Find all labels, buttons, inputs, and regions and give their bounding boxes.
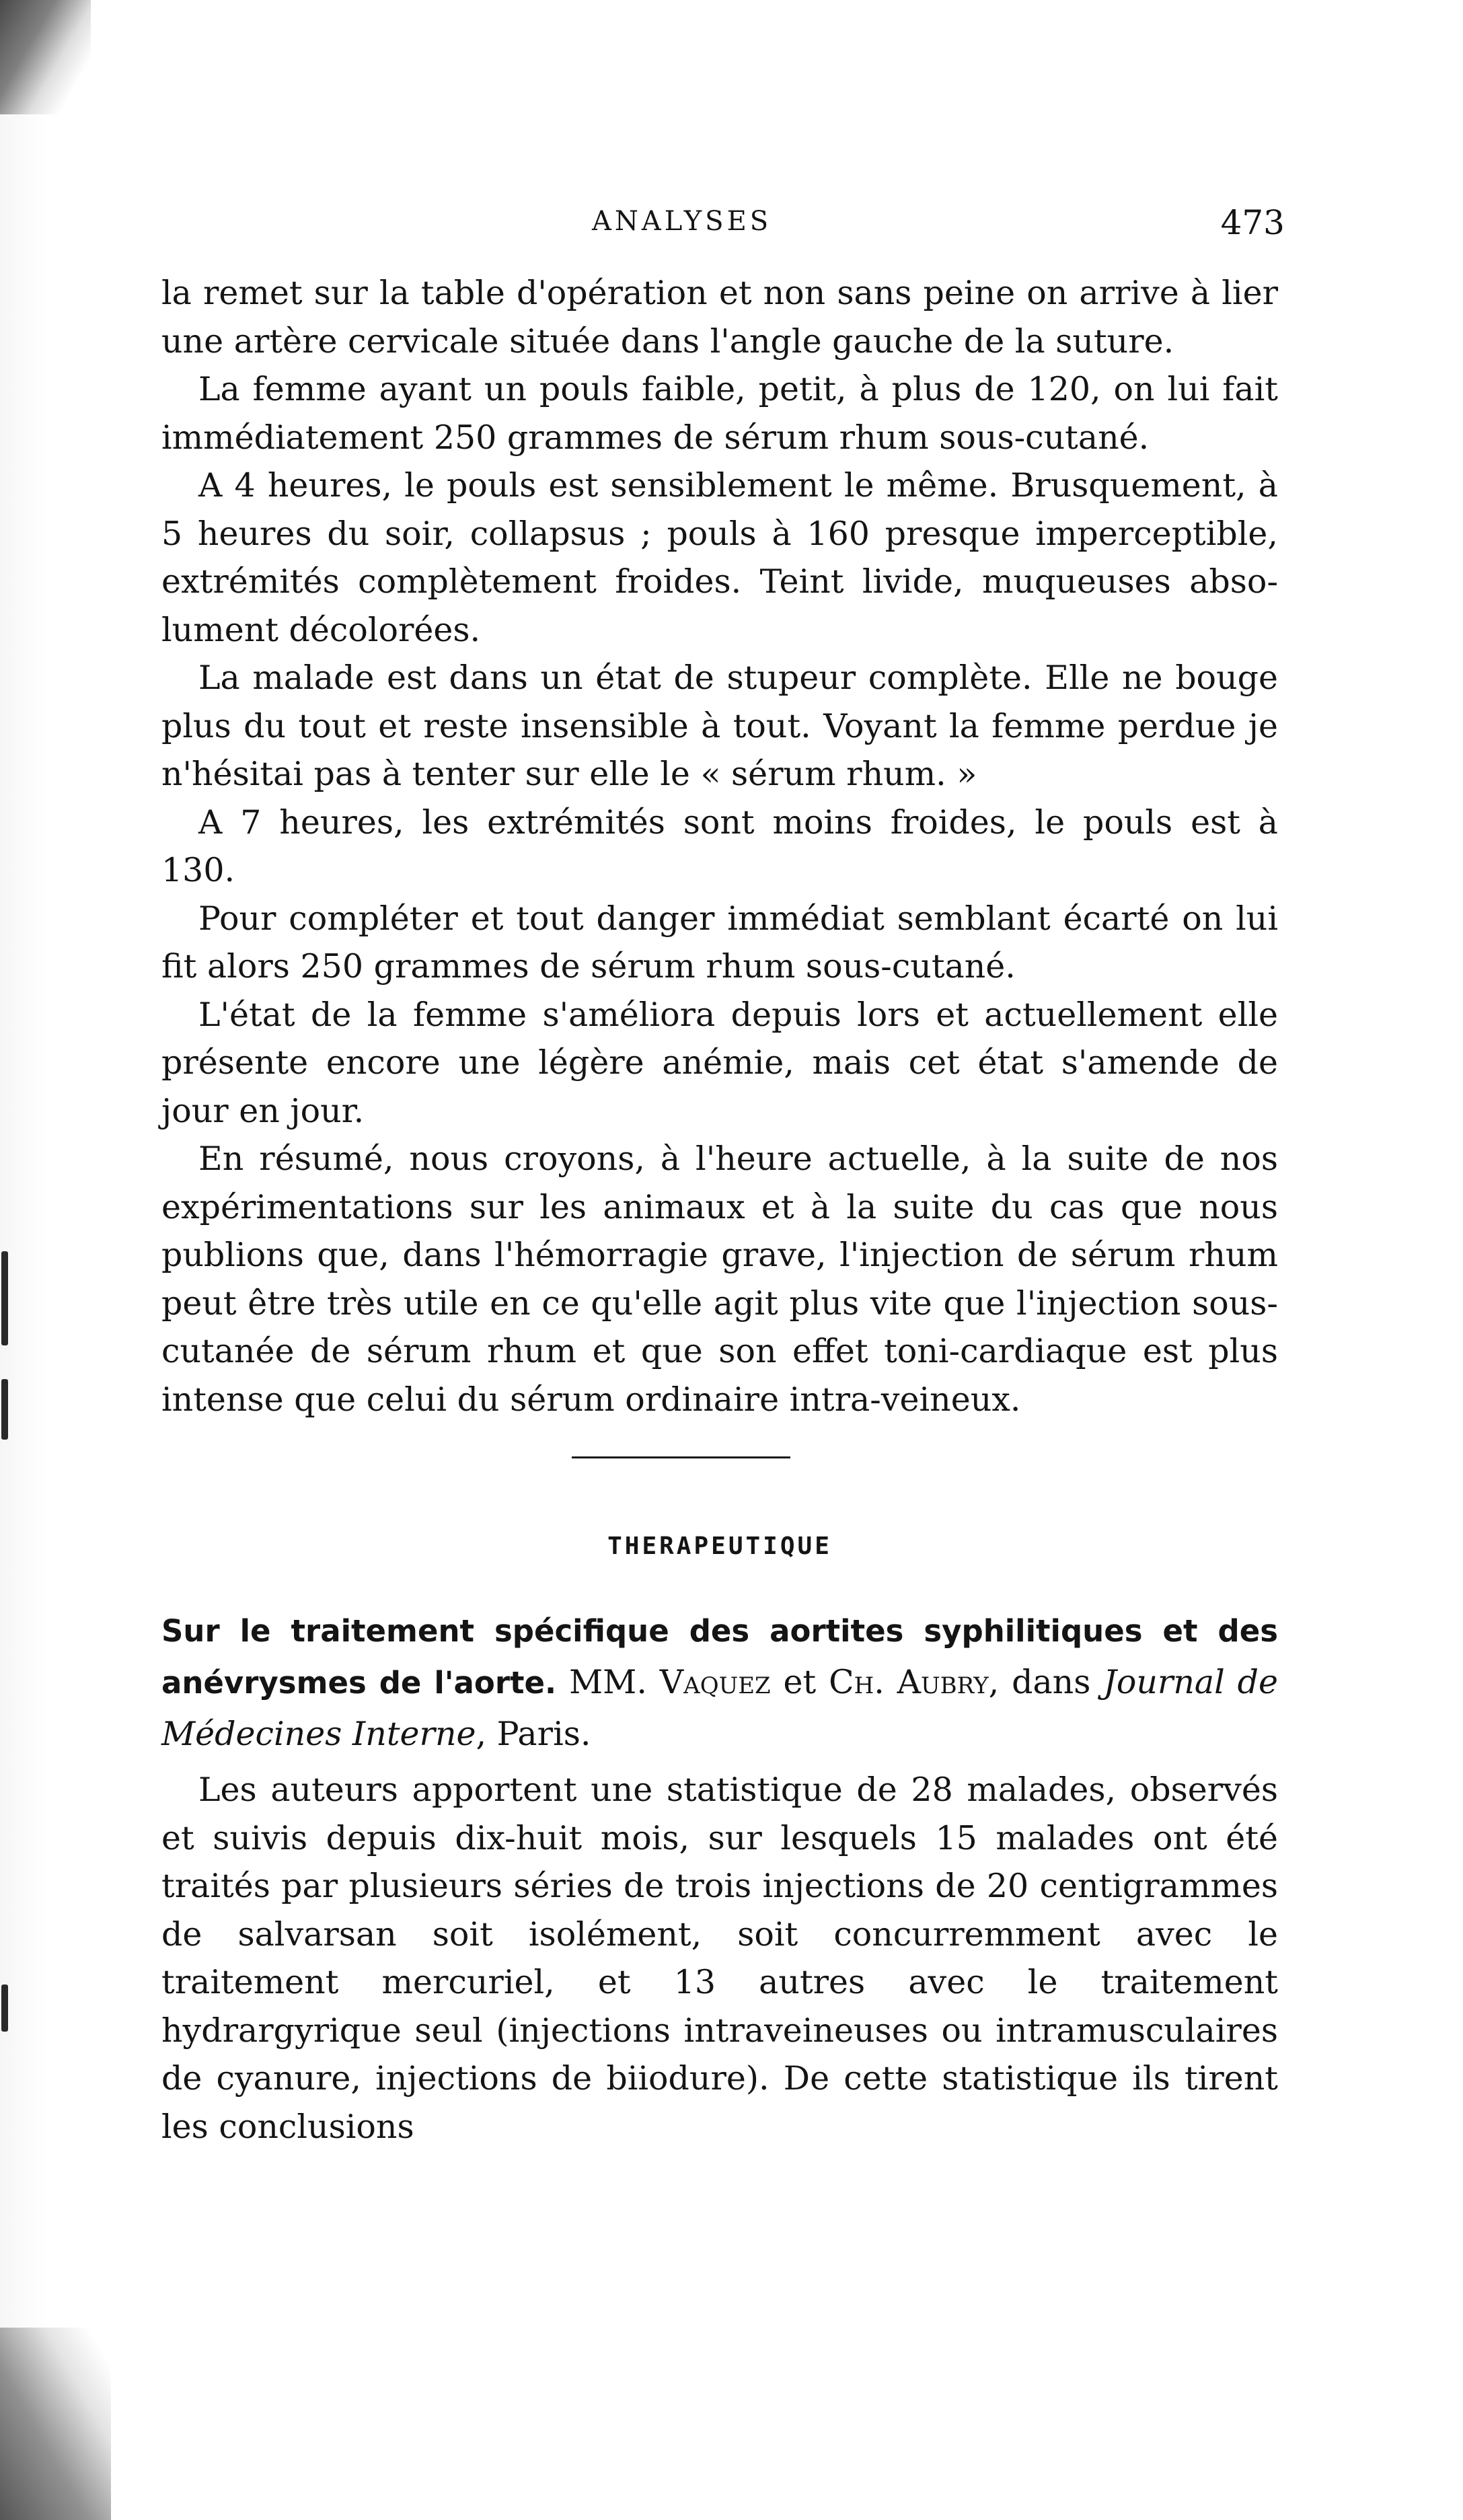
binding-scan-artifact-top bbox=[0, 0, 91, 114]
section-divider bbox=[572, 1456, 790, 1458]
paragraph: A 7 heures, les extrémités sont moins froides, le pouls est à 130. bbox=[161, 803, 1278, 889]
edge-scan-mark bbox=[1, 1985, 8, 2032]
running-header-title: ANALYSES bbox=[592, 206, 772, 237]
paragraph: L'état de la femme s'améliora depuis lors et actuellement elle présente encore une légère anémie, mais cet état s'amende de jour en jour. bbox=[161, 995, 1278, 1130]
analysis-text-block bbox=[161, 269, 1278, 1423]
paragraph: La femme ayant un pouls faible, petit, à plus de 120, on lui fait immédiatement 250 grammes de sérum rhum sous-cutané. bbox=[161, 370, 1278, 457]
edge-scan-mark bbox=[1, 1251, 8, 1345]
authors-prefix: MM. bbox=[569, 1663, 647, 1701]
paragraph: Pour compléter et tout danger immédiat semblant écarté on lui fit alors 250 grammes de sérum rhum sous-cutané. bbox=[161, 899, 1278, 986]
paragraph: A 4 heures, le pouls est sensiblement le même. Brusquement, à 5 heures du soir, collapsus ; pouls à 160 presque imperceptible, extrémités complètement froides. Teint livide, muqueuses absolument décolorées. bbox=[161, 466, 1278, 649]
journal-name: Journal de Médecines Interne bbox=[161, 1663, 1278, 1753]
journal-city: , Paris. bbox=[476, 1715, 591, 1753]
article-body bbox=[161, 1766, 1278, 2151]
edge-scan-mark bbox=[1, 1379, 8, 1440]
paragraph: Les auteurs apportent une statistique de 28 malades, observés et suivis depuis dix-huit mois, sur lesquels 15 malades ont été traités par plusieurs séries de trois injections de 20 centigrammes de salvarsan soit isolément, soit concurremment avec le traitement mercuriel, et 13 autres avec le traitement hydrargyrique seul (injections intraveineuses ou intramusculaires de cyanure, injections de biiodure). De cette statistique ils tirent les conclusions bbox=[161, 1771, 1278, 2146]
author-name: Ch. Aubry bbox=[829, 1663, 989, 1701]
binding-scan-artifact-bottom bbox=[0, 2328, 111, 2520]
article-citation bbox=[161, 1605, 1278, 1760]
author-name: Vaquez bbox=[659, 1663, 771, 1701]
section-heading: THERAPEUTIQUE bbox=[607, 1532, 832, 1560]
author-conjunction: et bbox=[783, 1663, 817, 1701]
paragraph: La malade est dans un état de stupeur complète. Elle ne bouge plus du tout et reste insensible à tout. Voyant la femme perdue je n'hésitai pas à tenter sur elle le « sérum rhum. » bbox=[161, 659, 1278, 793]
paragraph: En résumé, nous croyons, à l'heure actuelle, à la suite de nos expérimentations sur les animaux et à la suite du cas que nous publions que, dans l'hémorragie grave, l'injection de sérum rhum peut être très utile en ce qu'elle agit plus vite que l'injection sous-cutanée de sérum rhum et que son effet toni-cardiaque est plus intense que celui du sérum ordinaire intra-veineux. bbox=[161, 1140, 1278, 1419]
article-title: Sur le traitement spécifique des aortites syphilitiques et des anévrysmes de l'aorte. bbox=[161, 1613, 1278, 1701]
page-number: 473 bbox=[1220, 203, 1285, 242]
source-prefix: , dans bbox=[988, 1663, 1091, 1701]
paragraph: la remet sur la table d'opération et non sans peine on arrive à lier une artère cervicale située dans l'angle gauche de la suture. bbox=[161, 274, 1278, 361]
running-header bbox=[161, 203, 1285, 252]
